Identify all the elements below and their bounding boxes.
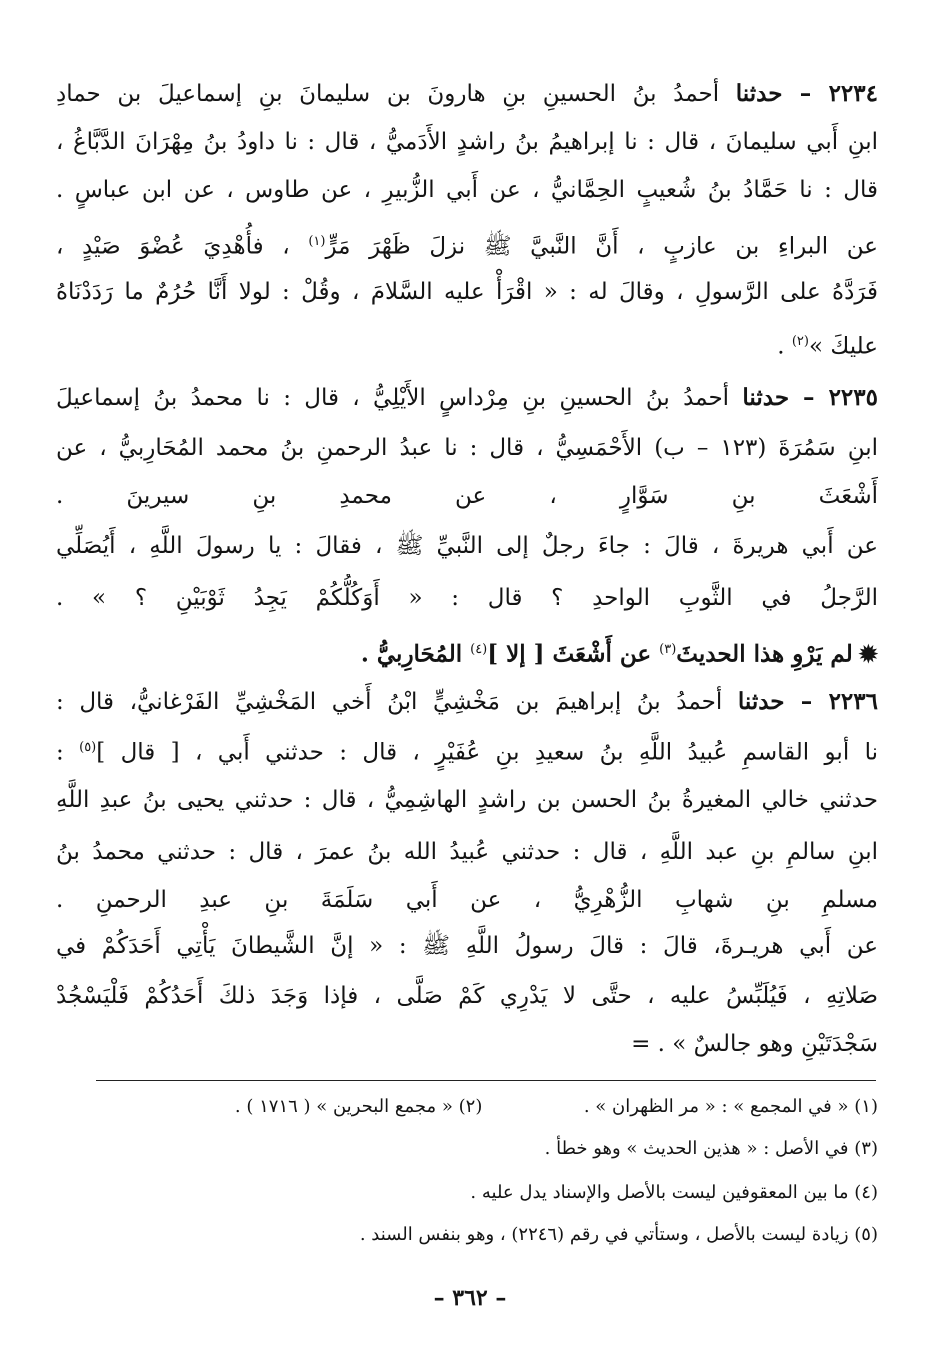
hadith-2-line-4 <box>56 522 878 570</box>
asterisk-icon: ✹ <box>858 640 878 668</box>
footnote-line-1-2 <box>56 1090 878 1124</box>
footnote-3 <box>56 1132 878 1166</box>
hadith-2-line-6 <box>56 626 878 679</box>
hadith-1-line-4 <box>56 218 878 271</box>
footnote-text: « مجمع البحرين » ( ١٧١٦ ) . <box>234 1096 453 1117</box>
hadith-3-line-8 <box>56 1020 878 1068</box>
footnote-ref: (١) <box>308 234 326 249</box>
footnote-text: في الأصل : « هذين الحديث » وهو خطأ . <box>544 1138 849 1159</box>
footnote-ref: (٤) <box>470 642 488 657</box>
hadith-2-line-5 <box>56 574 878 622</box>
footnote-text: « في المجمع » : « مر الظهران » . <box>583 1096 849 1117</box>
bold-text: ٢٢٣٥ – حدثنا <box>742 384 878 411</box>
footnote-number: (٣) <box>854 1138 878 1159</box>
hadith-3-line-1 <box>56 678 878 726</box>
bold-text: عن أَشْعَثَ [ إلا ] <box>487 640 660 668</box>
footnote-number: (١) <box>854 1096 878 1117</box>
text-run: ، فأُهْدِيَ عُضْوَ صَيْدٍ ، <box>56 233 309 260</box>
footnote-2 <box>235 1096 488 1117</box>
hadith-1-line-5 <box>56 268 878 316</box>
text-run: عن البراءِ بن عازبٍ ، أَنَّ النَّبيَّ ﷺ نزلَ ظَهْرَ مَرٍّ <box>325 233 878 260</box>
hadith-2-line-3 <box>56 472 878 520</box>
text-run: مسلمِ بنِ شهابِ الزُّهْرِيُّ ، عن أَبي سَلَمَةَ بنِ عبدِ الرحمنِ . <box>56 887 878 913</box>
hadith-2-line-1 <box>56 374 878 422</box>
footnote-ref: (٢) <box>791 334 809 349</box>
footnote-1 <box>578 1096 878 1117</box>
page-number: – ٣٦٢ – <box>433 1285 507 1311</box>
footnote-number: (٢) <box>458 1096 483 1117</box>
text-run: أَشْعَثَ بنِ سَوَّارٍ ، عن محمدِ بنِ سيرينَ . <box>56 483 878 509</box>
footnote-ref: (٥) <box>79 740 97 755</box>
footnote-number: (٥) <box>854 1224 878 1245</box>
text-run: عن أَبي هريـرةَ، قالَ : قالَ رسولُ اللَّهِ ﷺ : « إنَّ الشَّيطانَ يَأْتِي أَحَدَكُمْ في <box>56 933 878 959</box>
hadith-3-line-3 <box>56 776 878 824</box>
bold-text: ٢٢٣٦ – حدثنا <box>737 688 878 715</box>
footnote-4 <box>56 1176 878 1210</box>
hadith-3-line-7 <box>56 972 878 1020</box>
hadith-1-line-3 <box>56 166 878 214</box>
text-run: أحمدُ بنُ الحسينِ بنِ هارونَ بن سليمانَ بنِ إسماعيلَ بن حمادِ <box>56 81 736 107</box>
text-run: ابنِ سَمُرَةَ (١٢٣ – ب) الأَحْمَسِيُّ ، قال : نا عبدُ الرحمنِ بنُ محمد المُحَارِبيُّ ، عن <box>56 435 878 461</box>
text-run: حدثني خالي المغيرةُ بنُ الحسن بن راشدٍ الهاشِمِيُّ ، قال : حدثني يحيى بنُ عبدِ اللَّهِ <box>56 787 878 813</box>
text-run: قال : نا حَمَّادُ بنُ شُعيبٍ الحِمَّانيُّ ، عن أَبي الزُّبيرِ ، عن طاوس ، عن ابن عباسٍ . <box>56 177 878 203</box>
hadith-3-line-6 <box>56 922 878 970</box>
footnote-number: (٤) <box>854 1182 878 1203</box>
hadith-1-line-2 <box>56 118 878 166</box>
bold-text: لم يَرْوِ هذا الحديثَ <box>676 640 853 668</box>
hadith-3-line-5 <box>56 876 878 924</box>
text-run: ابنِ سالمِ بنِ عبد اللَّهِ ، قال : حدثني عُبيدُ الله بنُ عمرَ ، قال : حدثني محمدُ بنُ <box>56 839 878 865</box>
hadith-2-line-2 <box>56 424 878 472</box>
footnote-text: زيادة ليست بالأصل ، وستأتي في رقم (٢٢٤٦) ، وهو بنفس السند . <box>359 1224 849 1245</box>
footnote-separator <box>96 1080 876 1081</box>
text-run: الرَّجلُ في الثَّوبِ الواحدِ ؟ قال : « أَوَكُلُّكُمْ يَجِدُ ثَوْبَيْنِ ؟ » . <box>56 585 878 611</box>
text-run: سَجْدَتَيْنِ وهو جالسٌ » . = <box>631 1031 878 1057</box>
bold-text: ٢٢٣٤ – حدثنا <box>735 80 878 107</box>
hadith-3-line-4 <box>56 828 878 876</box>
bold-text: المُحَارِبيُّ . <box>360 640 471 668</box>
text-run: عليكَ » <box>808 333 878 360</box>
text-run: أحمدُ بنُ الحسينِ بنِ مِرْداسٍ الأَيْلِيُّ ، قال : نا محمدُ بنُ إسماعيلَ <box>56 385 743 411</box>
hadith-3-line-2 <box>56 724 878 777</box>
text-run: عن أَبي هريرةَ ، قالَ : جاءَ رجلٌ إلى النَّبيِّ ﷺ ، فقالَ : يا رسولَ اللَّهِ ، أَيُصَلِّي <box>56 533 878 559</box>
text-run: : <box>56 739 80 766</box>
footnote-5 <box>56 1218 878 1252</box>
text-run: صَلاتِهِ ، فَيُلَبِّسُ عليه ، حتَّى لا يَدْرِي كَمْ صَلَّى ، فإذا وَجَدَ ذلكَ أَحَدُكُمْ فَلْيَسْجُدْ <box>56 983 878 1009</box>
text-run: أحمدُ بنُ إبراهيمَ بن مَخْشِيٍّ ابْنُ أَخي المَخْشِيِّ الفَرْغانيُّ، قال : <box>56 689 738 715</box>
footnote-text: ما بين المعقوفين ليست بالأصل والإسناد يدل عليه . <box>470 1182 849 1203</box>
footnote-ref: (٣) <box>659 642 677 657</box>
text-run: فَرَدَّهُ على الرَّسولِ ، وقالَ له : « اقْرَأْ عليه السَّلامَ ، وقُلْ : لولا أَنَّا حُرُمٌ ما رَدَدْنَاهُ <box>56 279 878 305</box>
text-run: نا أبو القاسمِ عُبيدُ اللَّهِ بنُ سعيدِ بنِ عُفَيْرٍ ، قال : حدثني أَبي ، [ قال ] <box>96 739 878 766</box>
hadith-1-line-1 <box>56 70 878 118</box>
text-run: . <box>777 333 792 360</box>
hadith-1-line-6 <box>56 318 878 371</box>
text-run: ابنِ أَبي سليمانَ ، قال : نا إبراهيمُ بنُ راشدٍ الأَدَميُّ ، قال : نا داودُ بنُ مِهْرَانَ الدَّبَّاغُ ، <box>56 129 878 155</box>
